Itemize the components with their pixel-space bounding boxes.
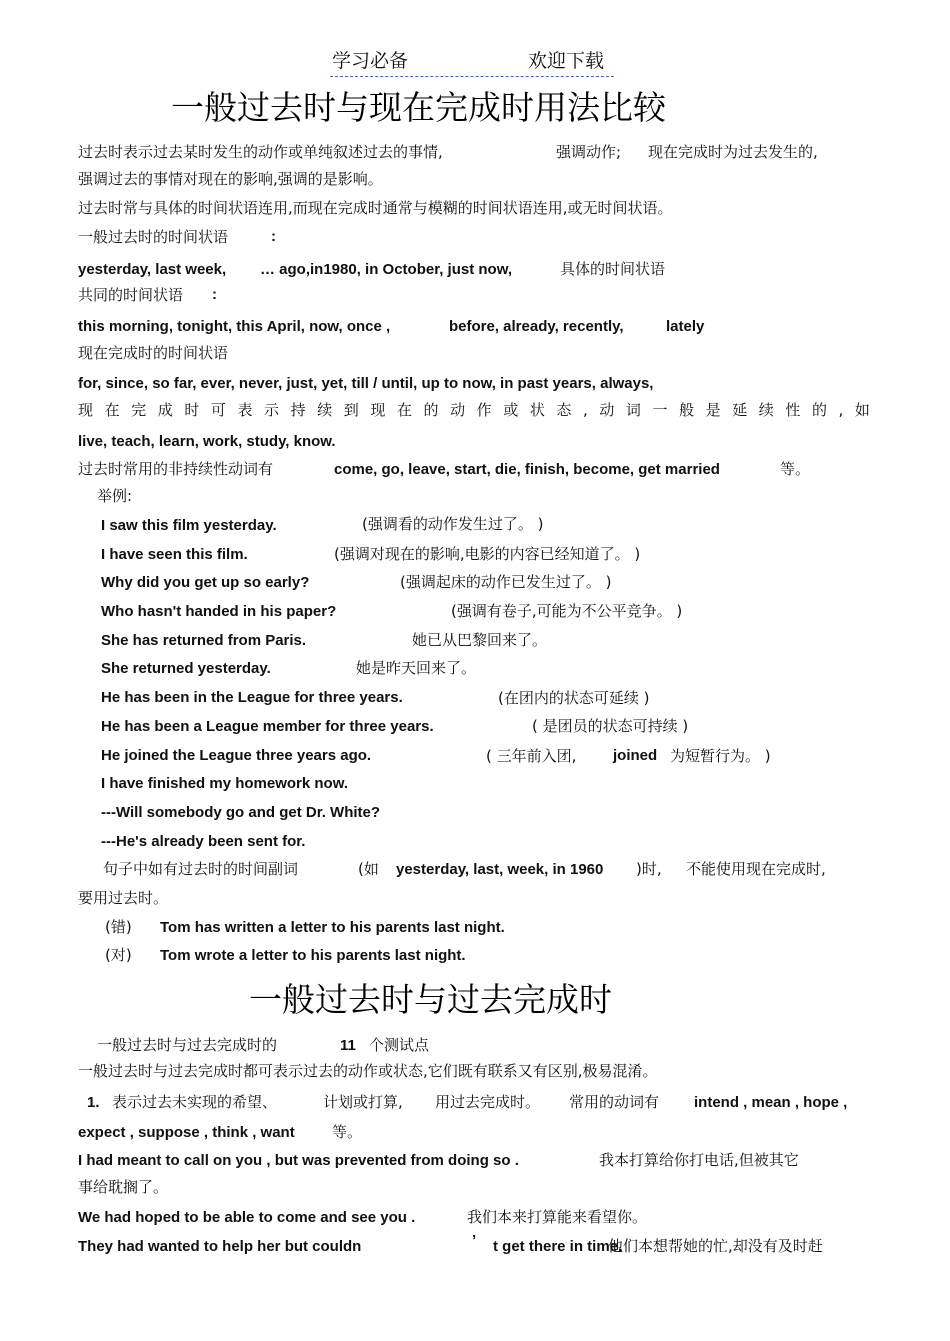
rule-text: 不能使用现在完成时, xyxy=(686,860,826,878)
example-zh: ( 三年前入团, xyxy=(486,747,577,765)
rule-text: 句子中如有过去时的时间副词 xyxy=(103,860,299,878)
section2-text: 一般过去时与过去完成时都可表示过去的动作或状态,它们既有联系又有区别,极易混淆。 xyxy=(78,1062,658,1080)
section-title: 一般过去时与过去完成时 xyxy=(249,980,612,1019)
example-en: Why did you get up so early? xyxy=(101,574,310,591)
intro-text-3: 现在完成时为过去发生的, xyxy=(648,143,818,161)
example-en: She returned yesterday. xyxy=(101,660,271,677)
wrong-example: Tom has written a letter to his parents last night. xyxy=(160,919,505,936)
rule-text-bold: yesterday, last, week, in 1960 xyxy=(396,861,604,878)
perfect-adverbials: for, since, so far, ever, never, just, yet, till / until, up to now, in past years, always, xyxy=(78,375,654,392)
example-zh: 他们本想帮她的忙,却没有及时赶 xyxy=(608,1237,823,1255)
item-verbs-2: expect , suppose , think , want xyxy=(78,1124,295,1141)
nondurative-verbs: come, go, leave, start, die, finish, become, get married xyxy=(334,461,720,478)
example-en: I have finished my homework now. xyxy=(101,775,348,792)
colon-2: : xyxy=(212,286,217,303)
example-en: They had wanted to help her but couldn xyxy=(78,1238,362,1255)
example-en: We had hoped to be able to come and see you . xyxy=(78,1209,416,1226)
page-header xyxy=(330,48,614,77)
past-adverbials-note: 具体的时间状语 xyxy=(560,260,666,278)
section2-num: 11 xyxy=(340,1037,356,1054)
rule-text: )时, xyxy=(636,860,662,878)
example-en: ---Will somebody go and get Dr. White? xyxy=(101,804,381,821)
example-zh: 事给耽搁了。 xyxy=(78,1178,169,1196)
perfect-note: 现 在 完 成 时 可 表 示 持 续 到 现 在 的 动 作 或 状 态 , 动 词 一 般 是 延 续 性 的 , 如 xyxy=(78,401,870,419)
example-zh: 为短暂行为。 ) xyxy=(670,747,771,765)
example-en: t get there in time. xyxy=(493,1238,623,1255)
item-text: 等。 xyxy=(332,1123,363,1141)
item-verbs: intend , mean , hope , xyxy=(694,1094,848,1111)
intro-text-2: 强调动作; xyxy=(556,143,622,161)
example-en: He has been in the League for three years. xyxy=(101,689,403,706)
item-text: 常用的动词有 xyxy=(569,1093,660,1111)
page-title: 一般过去时与现在完成时用法比较 xyxy=(171,88,666,127)
rule-text: 要用过去时。 xyxy=(78,889,169,907)
example-en: I have seen this film. xyxy=(101,546,248,563)
example-apostrophe: ’ xyxy=(472,1232,477,1249)
header-right-text: 欢迎下载 xyxy=(528,50,605,72)
item-number: 1. xyxy=(87,1094,100,1111)
example-en: I had meant to call on you , but was prevented from doing so . xyxy=(78,1152,519,1169)
example-en: ---He's already been sent for. xyxy=(101,833,306,850)
past-adverbial-label: 一般过去时的时间状语 xyxy=(78,228,229,246)
item-text: 表示过去未实现的希望、 xyxy=(112,1093,278,1111)
common-adverbials-2: before, already, recently, xyxy=(449,318,624,335)
section2-label-2: 个测试点 xyxy=(369,1036,430,1054)
section2-label: 一般过去时与过去完成时的 xyxy=(97,1036,278,1054)
perfect-adverbial-label: 现在完成时的时间状语 xyxy=(78,344,229,362)
durative-verbs: live, teach, learn, work, study, know. xyxy=(78,433,336,450)
common-adverbial-label: 共同的时间状语 xyxy=(78,286,184,304)
header-left-text: 学习必备 xyxy=(332,50,409,72)
intro-text-4: 强调过去的事情对现在的影响,强调的是影响。 xyxy=(78,170,383,188)
nondurative-label: 过去时常用的非持续性动词有 xyxy=(78,460,274,478)
example-en: Who hasn't handed in his paper? xyxy=(101,603,337,620)
example-zh: 我本打算给你打电话,但被其它 xyxy=(599,1151,799,1169)
examples-label: 举例: xyxy=(97,487,133,505)
common-adverbials-3: lately xyxy=(666,318,705,335)
wrong-label: (错) xyxy=(105,918,132,936)
nondurative-end: 等。 xyxy=(780,460,811,478)
rule-text: (如 xyxy=(358,860,379,878)
example-zh: (强调对现在的影响,电影的内容已经知道了。 ) xyxy=(334,545,641,563)
example-en: He joined the League three years ago. xyxy=(101,747,372,764)
example-zh: (强调有卷子,可能为不公平竞争。 ) xyxy=(451,602,683,620)
example-zh: 她是昨天回来了。 xyxy=(356,659,477,677)
example-en: I saw this film yesterday. xyxy=(101,517,277,534)
right-example: Tom wrote a letter to his parents last night. xyxy=(160,947,466,964)
example-zh: (强调起床的动作已发生过了。 ) xyxy=(400,573,612,591)
example-bold: joined xyxy=(613,747,658,764)
intro-text-1: 过去时表示过去某时发生的动作或单纯叙述过去的事情, xyxy=(78,143,443,161)
intro-text-5: 过去时常与具体的时间状语连用,而现在完成时通常与模糊的时间状语连用,或无时间状语。 xyxy=(78,199,673,217)
item-text: 用过去完成时。 xyxy=(435,1093,541,1111)
colon: : xyxy=(271,228,276,245)
example-zh: ( 是团员的状态可持续 ) xyxy=(532,717,689,735)
example-en: She has returned from Paris. xyxy=(101,632,307,649)
example-zh: 她已从巴黎回来了。 xyxy=(412,631,548,649)
past-adverbials: yesterday, last week, xyxy=(78,261,227,278)
example-en: He has been a League member for three years. xyxy=(101,718,434,735)
example-zh: 我们本来打算能来看望你。 xyxy=(467,1208,648,1226)
common-adverbials: this morning, tonight, this April, now, once , xyxy=(78,318,391,335)
item-text: 计划或打算, xyxy=(323,1093,403,1111)
example-zh: (在团内的状态可延续 ) xyxy=(498,689,650,707)
example-zh: (强调看的动作发生过了。 ) xyxy=(362,515,544,533)
right-label: (对) xyxy=(105,946,132,964)
past-adverbials-2: … ago,in1980, in October, just now, xyxy=(260,261,512,278)
